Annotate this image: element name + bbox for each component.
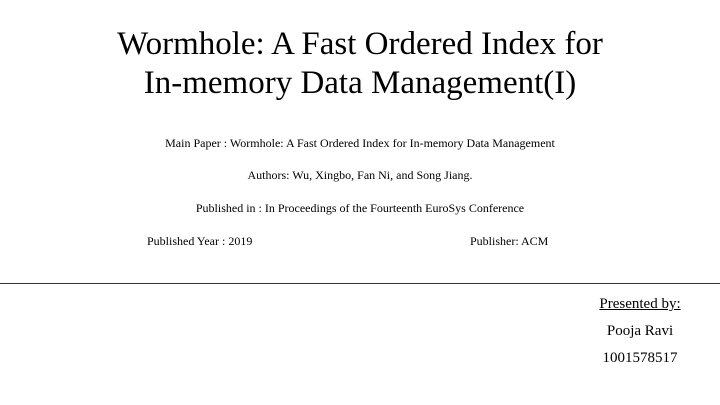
presenter-name: Pooja Ravi bbox=[606, 323, 674, 339]
published-in-text: Published in : In Proceedings of the Fourteenth EuroSys Conference bbox=[195, 201, 525, 215]
presented-by-label: Presented by: bbox=[599, 296, 681, 312]
main-paper-text: Main Paper : Wormhole: A Fast Ordered Index for In-memory Data Management bbox=[165, 136, 555, 150]
horizontal-divider bbox=[0, 283, 720, 284]
slide-title-line-2: In-memory Data Management(I) bbox=[143, 65, 577, 101]
publisher-text: Publisher: ACM bbox=[470, 234, 549, 248]
slide-title bbox=[0, 25, 720, 103]
authors-text: Authors: Wu, Xingbo, Fan Ni, and Song Jiang. bbox=[247, 168, 473, 182]
published-year-text: Published Year : 2019 bbox=[147, 234, 253, 248]
presenter-id: 1001578517 bbox=[602, 350, 678, 366]
slide-title-line-1: Wormhole: A Fast Ordered Index for bbox=[117, 26, 603, 62]
